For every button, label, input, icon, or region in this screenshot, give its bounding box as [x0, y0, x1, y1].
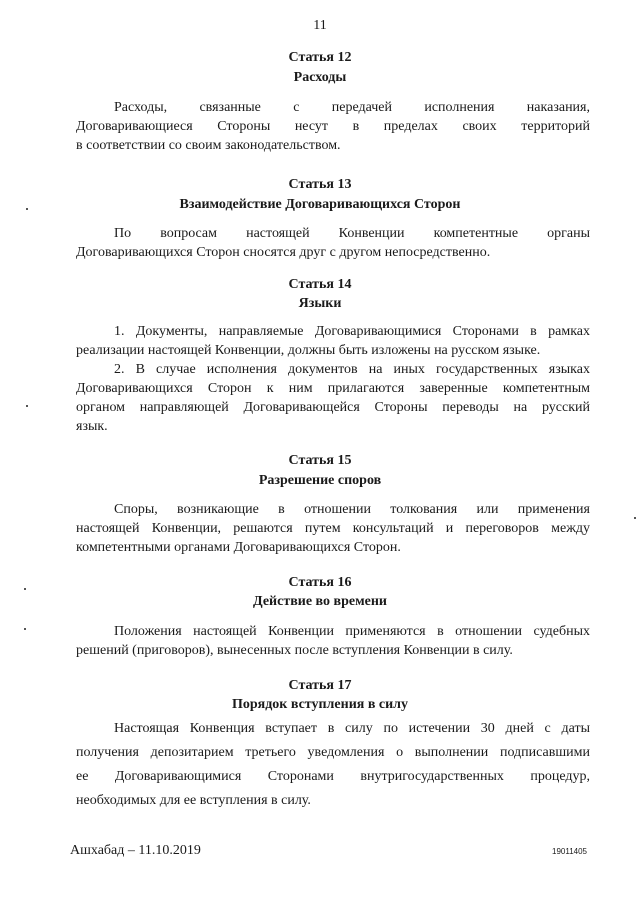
article-13-title: Статья 13 [288, 177, 352, 192]
text-line: язык. [76, 419, 108, 434]
scan-mark [26, 405, 28, 407]
text-line: решений (приговоров), вынесенных после вступления Конвенции в силу. [76, 643, 513, 658]
article-17-subtitle: Порядок вступления в силу [231, 697, 409, 712]
text-line: Расходы, связанные с передачей исполнения наказания, [114, 100, 590, 115]
article-14-subtitle: Языки [298, 296, 342, 311]
text-line: компетентными органами Договаривающихся Сторон. [76, 540, 401, 555]
article-15-subtitle: Разрешение споров [258, 473, 382, 488]
text-line: ее Договаривающимися Сторонами внутригосударственных процедур, [76, 769, 590, 784]
article-16-title: Статья 16 [288, 575, 352, 590]
text-line: Договаривающихся Сторон сносятся друг с другом непосредственно. [76, 245, 491, 260]
text-line: Настоящая Конвенция вступает в силу по истечении 30 дней с даты [114, 721, 590, 736]
text-line: По вопросам настоящей Конвенции компетентные органы [114, 226, 590, 241]
text-line: получения депозитарием третьего уведомления о выполнении подписавшими [76, 745, 590, 760]
scan-mark [26, 208, 28, 210]
scan-mark [24, 628, 26, 630]
article-16-subtitle: Действие во времени [253, 594, 387, 609]
article-13-subtitle: Взаимодействие Договаривающихся Сторон [179, 197, 461, 212]
footer-place-date: Ашхабад – 11.10.2019 [70, 843, 201, 858]
text-line: Договаривающихся Сторон к ним прилагаются заверенные компетентным [76, 381, 590, 396]
text-line: 2. В случае исполнения документов на иных государственных языках [114, 362, 590, 377]
text-line: Положения настоящей Конвенции применяются в отношении судебных [114, 624, 590, 639]
scan-mark [24, 588, 26, 590]
article-12-title: Статья 12 [288, 50, 352, 65]
text-line: настоящей Конвенции, решаются путем консультаций и переговоров между [76, 521, 590, 536]
article-17-text [76, 717, 590, 813]
text-line: необходимых для ее вступления в силу. [76, 793, 311, 808]
article-14-text [76, 322, 590, 436]
text-line: реализации настоящей Конвенции, должны быть изложены на русском языке. [76, 343, 541, 358]
page-number: 11 [313, 18, 327, 33]
text-line: Договаривающиеся Стороны несут в пределах своих территорий [76, 119, 590, 134]
footer-document-code: 19011405 [552, 847, 587, 856]
article-16-text [76, 622, 590, 660]
scan-mark [634, 517, 636, 519]
article-15-title: Статья 15 [288, 453, 352, 468]
text-line: органом направляющей Договаривающейся Стороны переводы на русский [76, 400, 590, 415]
text-line: в соответствии со своим законодательством. [76, 138, 341, 153]
text-line: 1. Документы, направляемые Договаривающимися Сторонами в рамках [114, 324, 590, 339]
article-14-title: Статья 14 [288, 277, 352, 292]
article-17-title: Статья 17 [288, 678, 352, 693]
article-12-subtitle: Расходы [293, 70, 347, 85]
article-13-text [76, 224, 590, 262]
article-15-text [76, 500, 590, 557]
text-line: Споры, возникающие в отношении толкования или применения [114, 502, 590, 517]
article-12-text [76, 98, 590, 155]
